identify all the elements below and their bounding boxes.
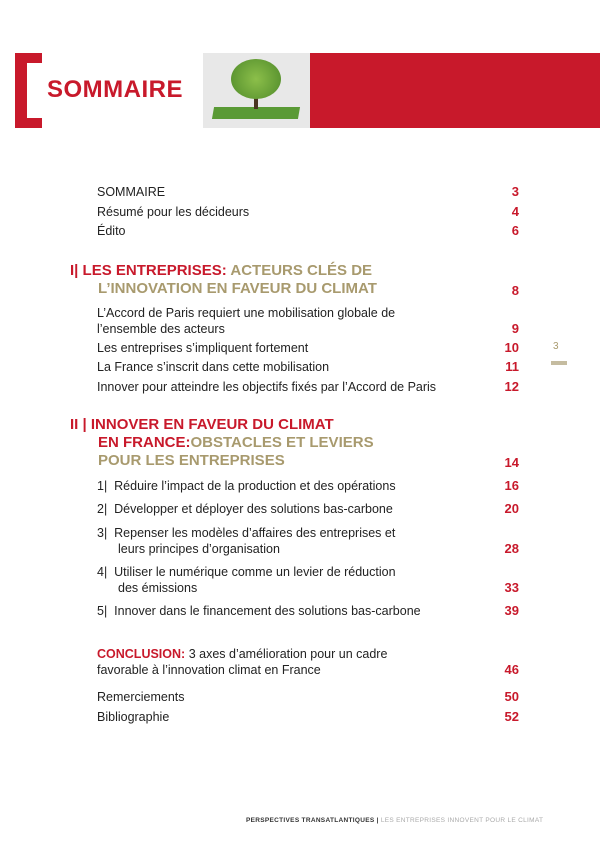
toc-entry[interactable] <box>97 603 519 619</box>
part-title-gold: L’INNOVATION EN FAVEUR DU CLIMAT <box>98 280 377 297</box>
toc-page: 16 <box>504 478 519 493</box>
toc-entry[interactable] <box>97 184 519 200</box>
part-number: I| <box>70 262 79 279</box>
toc-label: Innover pour atteindre les objectifs fixés par l’Accord de Paris <box>97 380 437 394</box>
toc-page: 52 <box>504 709 519 724</box>
toc-entry[interactable] <box>97 379 519 395</box>
conclusion-label: CONCLUSION: <box>97 647 186 661</box>
part-title-red: INNOVER EN FAVEUR DU CLIMAT <box>90 416 334 433</box>
toc-label: Innover dans le financement des solutions bas-carbone <box>114 604 421 618</box>
toc-page: 12 <box>504 379 519 394</box>
toc-page: 6 <box>511 223 519 238</box>
toc-page: 4 <box>511 204 519 219</box>
toc-page: 10 <box>504 340 519 355</box>
toc-entry[interactable] <box>97 478 519 494</box>
red-banner <box>310 53 600 128</box>
toc-entry[interactable] <box>97 525 519 557</box>
toc-label: La France s’inscrit dans cette mobilisation <box>97 360 330 374</box>
footer <box>246 817 543 824</box>
part-number: II | <box>70 416 87 433</box>
toc-page: 3 <box>511 184 519 199</box>
toc-label: des émissions <box>118 581 198 595</box>
chapter-number: 5| <box>97 604 108 618</box>
chapter-number: 1| <box>97 479 108 493</box>
page-title: SOMMAIRE <box>47 76 183 103</box>
toc-label: Résumé pour les décideurs <box>97 205 250 219</box>
toc-entry[interactable] <box>97 340 519 356</box>
chapter-number: 4| <box>97 565 108 579</box>
toc-label: Développer et déployer des solutions bas-carbone <box>114 502 393 516</box>
page-marker <box>551 361 567 365</box>
bracket-decoration <box>15 53 39 128</box>
toc-entry[interactable] <box>97 501 519 517</box>
toc-part-1[interactable] <box>70 262 519 298</box>
toc-entry[interactable] <box>97 689 519 705</box>
chapter-number: 2| <box>97 502 108 516</box>
toc-entry[interactable] <box>97 223 519 239</box>
footer-separator: | <box>376 817 379 824</box>
toc-page: 50 <box>504 689 519 704</box>
footer-publication: PERSPECTIVES TRANSATLANTIQUES <box>246 817 375 824</box>
page-number: 3 <box>553 341 559 352</box>
part-title-gold: ACTEURS CLÉS DE <box>230 262 373 279</box>
toc-page: 9 <box>511 321 519 336</box>
toc-page: 46 <box>504 662 519 677</box>
toc-label: Édito <box>97 224 126 238</box>
toc-label: Réduire l’impact de la production et des opérations <box>114 479 396 493</box>
footer-title: LES ENTREPRISES INNOVENT POUR LE CLIMAT <box>380 817 544 824</box>
tree-image <box>203 53 310 128</box>
toc-conclusion[interactable] <box>97 646 519 678</box>
toc-label: favorable à l’innovation climat en France <box>97 663 321 677</box>
toc-label: l’ensemble des acteurs <box>97 322 225 336</box>
toc-part-2[interactable] <box>70 416 519 470</box>
toc-page: 14 <box>504 455 519 470</box>
toc-entry[interactable] <box>97 564 519 596</box>
toc-entry[interactable] <box>97 305 519 337</box>
part-title-gold: OBSTACLES ET LEVIERS <box>190 434 374 451</box>
part-title-red: EN FRANCE: <box>98 434 191 451</box>
toc-label: SOMMAIRE <box>97 185 166 199</box>
toc-label: Utiliser le numérique comme un levier de réduction <box>114 565 396 579</box>
toc-page: 28 <box>504 541 519 556</box>
part-title-red: LES ENTREPRISES: <box>82 262 227 279</box>
part-title-gold: POUR LES ENTREPRISES <box>98 452 285 469</box>
toc-page: 33 <box>504 580 519 595</box>
toc-label: 3 axes d’amélioration pour un cadre <box>188 647 388 661</box>
toc-page: 20 <box>504 501 519 516</box>
toc-entry[interactable] <box>97 359 519 375</box>
toc-label: Remerciements <box>97 690 185 704</box>
toc-label: Les entreprises s’impliquent fortement <box>97 341 309 355</box>
toc-entry[interactable] <box>97 709 519 725</box>
toc-page: 11 <box>505 359 519 374</box>
toc-label: L’Accord de Paris requiert une mobilisation globale de <box>97 306 396 320</box>
toc-label: leurs principes d’organisation <box>118 542 280 556</box>
toc-entry[interactable] <box>97 204 519 220</box>
toc-label: Bibliographie <box>97 710 170 724</box>
chapter-number: 3| <box>97 526 108 540</box>
toc-page: 39 <box>504 603 519 618</box>
toc-label: Repenser les modèles d’affaires des entreprises et <box>114 526 396 540</box>
toc-page: 8 <box>511 283 519 298</box>
